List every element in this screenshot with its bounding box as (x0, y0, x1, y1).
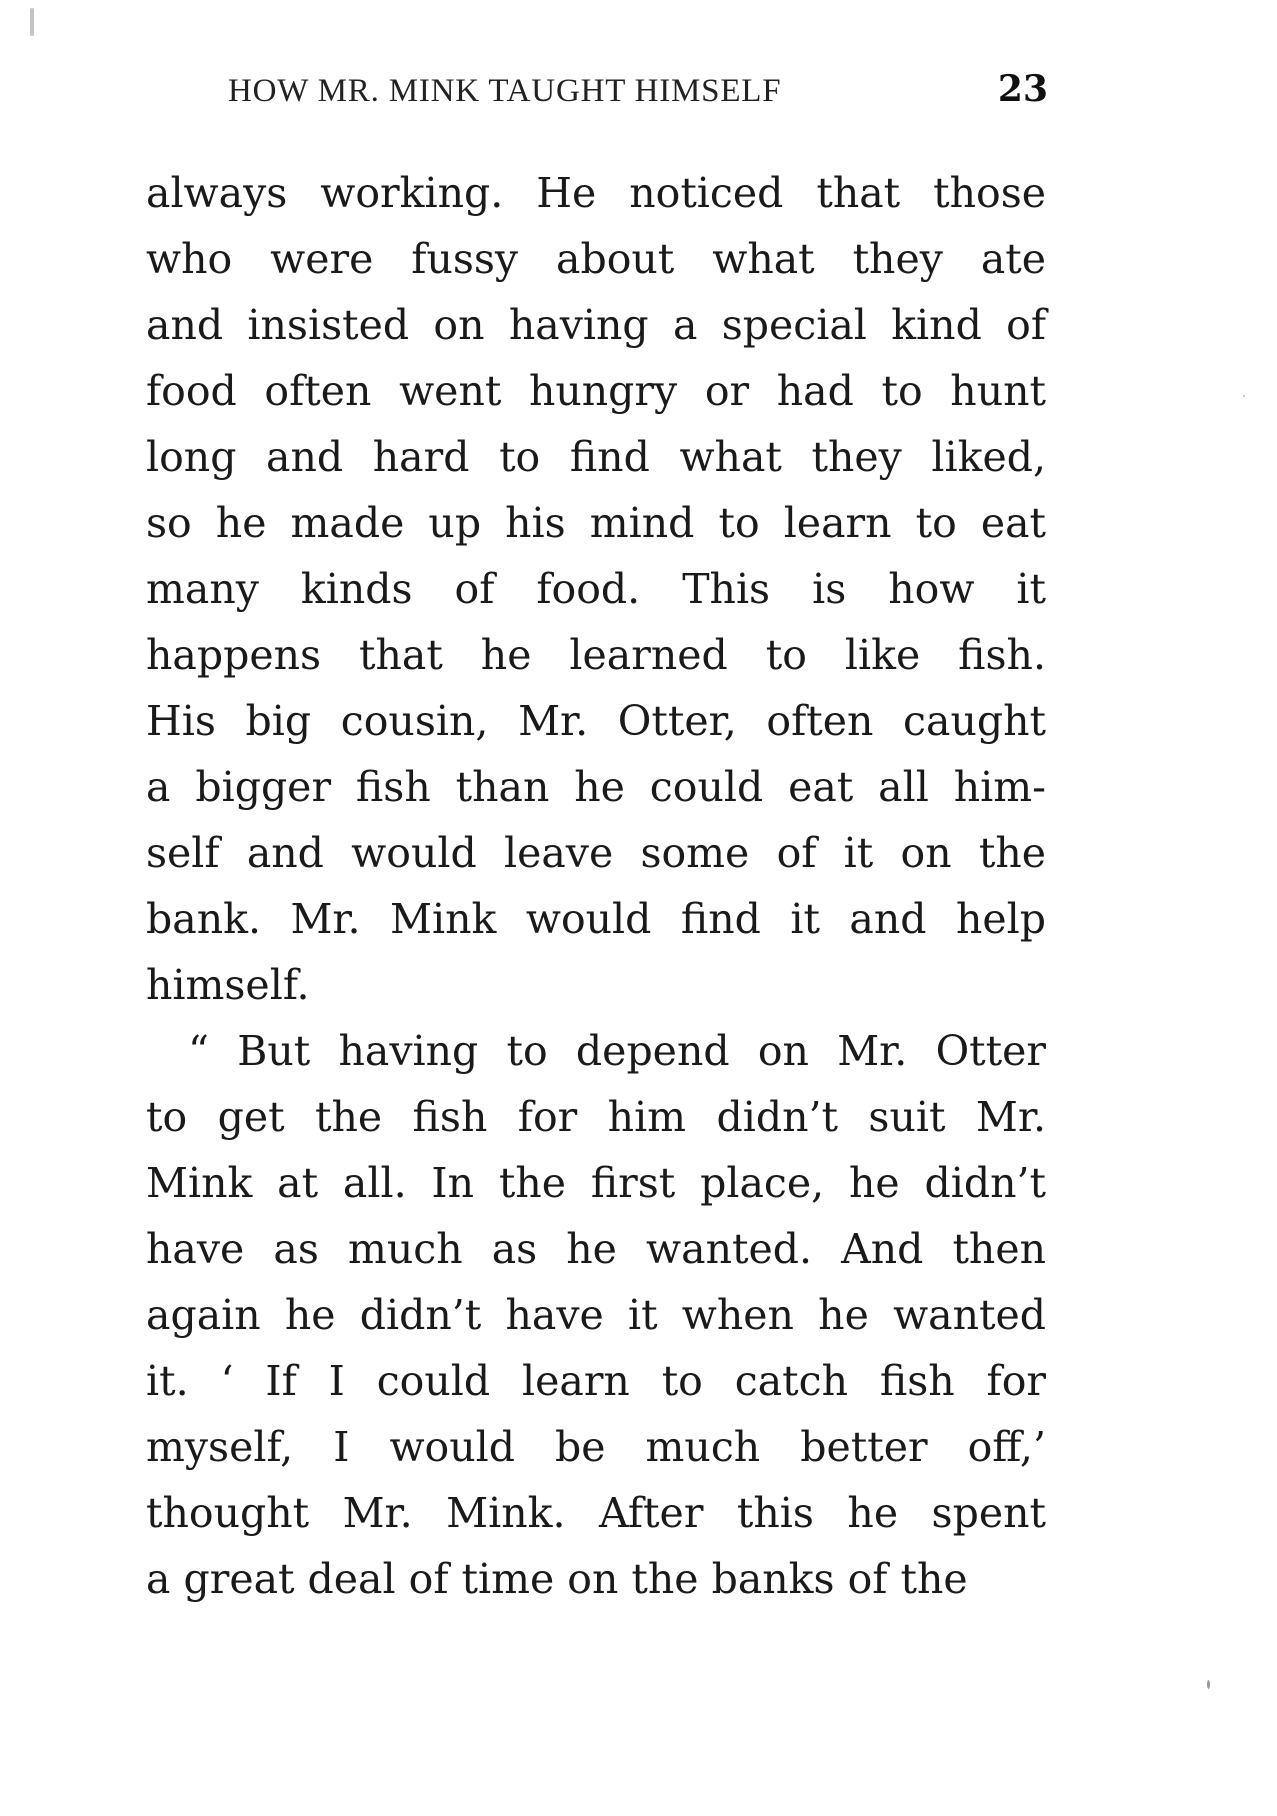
text-line: to get the fish for him didn’t suit Mr. (146, 1093, 1046, 1141)
text-line: a great deal of time on the banks of the (146, 1555, 968, 1603)
text-line: have as much as he wanted. And then (146, 1225, 1046, 1273)
running-title: HOW MR. MINK TAUGHT HIMSELF (228, 73, 782, 109)
text-line: bank. Mr. Mink would find it and help (146, 895, 1046, 943)
page-number: 23 (997, 68, 1048, 110)
text-line: and insisted on having a special kind of (146, 301, 1046, 349)
text-line: always working. He noticed that those (146, 169, 1046, 217)
body-text (146, 160, 1046, 1612)
text-line: His big cousin, Mr. Otter, often caught (146, 697, 1046, 745)
text-line: happens that he learned to like fish. (146, 631, 1046, 679)
text-line: many kinds of food. This is how it (146, 565, 1046, 613)
paragraph-1 (146, 160, 1046, 1018)
text-line: self and would leave some of it on the (146, 829, 1046, 877)
text-line: food often went hungry or had to hunt (146, 367, 1046, 415)
text-line: again he didn’t have it when he wanted (146, 1291, 1046, 1339)
text-line: myself, I would be much better off,’ (146, 1423, 1046, 1471)
text-line: a bigger fish than he could eat all him- (146, 763, 1046, 811)
text-line: himself. (146, 961, 310, 1009)
paragraph-2 (146, 1018, 1046, 1612)
text-line: long and hard to find what they liked, (146, 433, 1046, 481)
text-line: thought Mr. Mink. After this he spent (146, 1489, 1046, 1537)
text-line: so he made up his mind to learn to eat (146, 499, 1046, 547)
scan-speck (1207, 1680, 1210, 1689)
text-line: who were fussy about what they ate (146, 235, 1046, 283)
scan-speck (30, 8, 34, 36)
running-head (228, 68, 1048, 112)
text-line: Mink at all. In the first place, he didn’t (146, 1159, 1046, 1207)
scan-speck (1243, 395, 1245, 397)
text-line: it. ‘ If I could learn to catch fish for (146, 1357, 1046, 1405)
text-line: “ But having to depend on Mr. Otter (188, 1027, 1046, 1075)
